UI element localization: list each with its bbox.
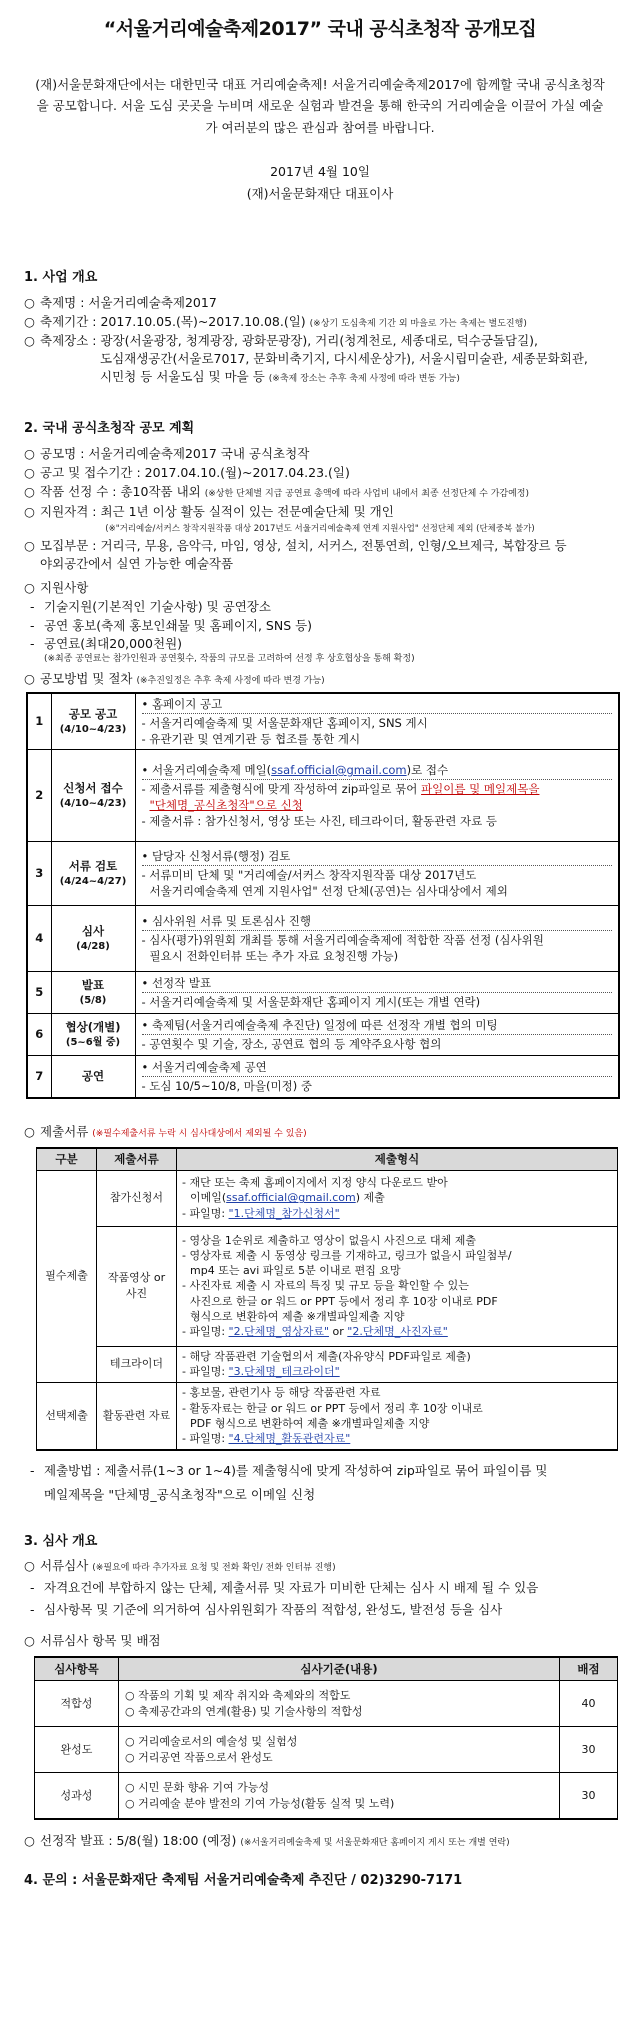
score-header-row: 심사항목 심사기준(내용) 배점 bbox=[35, 1657, 618, 1681]
contact-email-link[interactable]: ssaf.official@gmail.com bbox=[271, 763, 407, 778]
page-title: “서울거리예술축제2017” 국내 공식초청작 공개모집 bbox=[103, 18, 537, 40]
document-row: 테크라이더 - 해당 작품관련 기술협의서 제출(자유양식 PDF파일로 제출) - 파일명: "3.단체명_테크라이더" bbox=[37, 1346, 618, 1382]
process-row: 7 공연 • 서울거리예술축제 공연 - 도심 10/5~10/8, 마을(미정) 중 bbox=[27, 1056, 619, 1098]
bullet-item: ○ 선정작 발표 : 5/8(월) 18:00 (예정) (※서울거리예술축제 및 서울문화재단 홈페이지 게시 또는 개별 연락) bbox=[24, 1832, 510, 1848]
bullet-item: ○ 공모방법 및 절차 (※추진일정은 추후 축제 사정에 따라 변경 가능) bbox=[24, 670, 325, 686]
section-title: 1. 사업 개요 bbox=[24, 269, 98, 285]
documents-header-row: 구분 제출서류 제출형식 bbox=[37, 1148, 618, 1170]
section-title: 2. 국내 공식초청작 공모 계획 bbox=[24, 421, 195, 437]
bullet-item: ○ 축제명 : 서울거리예술축제2017 bbox=[24, 294, 217, 310]
bullet-item: ○ 공모명 : 서울거리예술축제2017 국내 공식초청작 bbox=[24, 446, 310, 462]
process-row: 4 심사 (4/28) • 심사위원 서류 및 토론심사 진행 - 심사(평가)위원회 개최를 통해 서울거리예술축제에 적합한 작품 선정 (심사위원 필요시 전화인터뷰 또는 추가 자료 요청진행 가능) bbox=[27, 906, 619, 972]
section-title: 3. 심사 개요 bbox=[24, 1533, 98, 1549]
contact-line: 4. 문의 : 서울문화재단 축제팀 서울거리예술축제 추진단 / 02)3290-7171 bbox=[24, 1872, 463, 1888]
application-email-link[interactable]: ssaf.official@gmail.com bbox=[226, 1191, 356, 1205]
bullet-item: ○ 서류심사 항목 및 배점 bbox=[24, 1632, 161, 1648]
process-table bbox=[26, 692, 620, 1099]
support-list: - 기술지원(기본적인 기술사항) 및 공연장소 - 공연 홍보(축제 홍보인쇄물 및 홈페이지, SNS 등) - 공연료(최대20,000천원) (※최종 공연료는 참가인원과 공연횟수, 작품의 규모를 고려하여 선정 후 상호협상을 통해 확정) bbox=[30, 599, 415, 664]
score-row: 완성도 ○ 거리예술로서의 예술성 및 실험성 ○ 거리공연 작품으로서 완성도 30 bbox=[35, 1727, 618, 1773]
bullet-item: ○ 축제기간 : 2017.10.05.(목)~2017.10.08.(일) (※상기 도심축제 기간 외 마을로 가는 축제는 별도진행) bbox=[24, 313, 527, 329]
bullet-item: ○ 축제장소 : 광장(서울광장, 청계광장, 광화문광장), 거리(청계천로, 세종대로, 덕수궁돌담길), 도심재생공간(서울로7017, 문화비축기지, 다시세운상가), 서울시립미술관, 세종문화회관, 시민청 등 서울도심 및 마을 등 (※축제 장소는 추후 축제 사정에 따라 변동 가능) bbox=[24, 333, 588, 385]
section-overview bbox=[24, 269, 616, 386]
document-row: 선택제출 활동관련 자료 - 홍보물, 관련기사 등 해당 작품관련 자료 - 활동자료는 한글 or 워드 or PPT 등에서 정리 후 10장 이내로 PDF 형식으로 변환하여 제출 ※개별파일제출 지양 - 파일명: "4.단체명_활동관련자료" bbox=[37, 1382, 618, 1450]
intro-paragraph: (재)서울문화재단에서는 대한민국 대표 거리예술축제! 서울거리예술축제2017에 함께할 국내 공식초청작을 공모합니다. 서울 도심 곳곳을 누비며 새로운 실험과 발견을 통해 한국의 거리예술을 이끌어 가실 예술가 여러분의 많은 관심과 참여를 바랍니다. bbox=[35, 76, 605, 136]
score-row: 적합성 ○ 작품의 기획 및 제작 취지와 축제와의 적합도 ○ 축제공간과의 연계(활용) 및 기술사항의 적합성 40 bbox=[35, 1681, 618, 1727]
process-row: 2 신청서 접수 (4/10~4/23) • 서울거리예술축제 메일(ssaf.official@gmail.com)로 접수 - 제출서류를 제출형식에 맞게 작성하여 zip파일로 묶어 파일이름 및 메일제목을 "단체명_공식초청작"으로 신청 - 제출서류 : 참가신청서, 영상 또는 사진, 테크라이더, 활동관련 자료 등 bbox=[27, 750, 619, 842]
bullet-item: ○ 공고 및 접수기간 : 2017.04.10.(월)~2017.04.23.(일) bbox=[24, 465, 350, 481]
documents-table bbox=[36, 1147, 618, 1451]
score-table bbox=[34, 1656, 618, 1820]
bullet-item: ○ 작품 선정 수 : 총10작품 내외 (※상한 단체별 지급 공연료 총액에 따라 사업비 내에서 최종 선정단체 수 가감예정) bbox=[24, 484, 529, 500]
process-row: 5 발표 (5/8) • 선정작 발표 - 서울거리예술축제 및 서울문화재단 홈페이지 게시(또는 개별 연락) bbox=[27, 972, 619, 1014]
process-row: 3 서류 검토 (4/24~4/27) • 담당자 신청서류(행정) 검토 - 서류미비 단체 및 "거리예술/서커스 창작지원작품 대상 2017년도 서울거리예술축제 연계 지원사업" 선정 단체(공연)는 심사대상에서 제외 bbox=[27, 842, 619, 906]
process-row: 6 협상(개별) (5~6월 중) • 축제팀(서울거리예술축제 추진단) 일정에 따른 선정작 개별 협의 미팅 - 공연횟수 및 기술, 장소, 공연료 협의 등 계약주요사항 협의 bbox=[27, 1014, 619, 1056]
document-row: 필수제출 참가신청서 - 재단 또는 축제 홈페이지에서 지정 양식 다운로드 받아 이메일(ssaf.official@gmail.com) 제출 - 파일명: "1.단체명_참가신청서" bbox=[37, 1170, 618, 1226]
section-review bbox=[24, 1533, 616, 1850]
document-row: 작품영상 or 사진 - 영상을 1순위로 제출하고 영상이 없을시 사진으로 대체 제출 - 영상자료 제출 시 동영상 링크를 기재하고, 링크가 없을시 파일첨부/ mp4 또는 avi 파일로 5분 이내로 편집 요망 - 사진자료 제출 시 자료의 특징 및 규모 등을 확인할 수 있는 사진으로 한글 or 워드 or PPT 등에서 정리 후 10장 이내로 PDF 형식으로 변환하여 제출 ※개별파일제출 지양 - 파일명: "2.단체명_영상자료" or "2.단체명_사진자료" bbox=[37, 1226, 618, 1346]
bullet-item: ○ 모집부문 : 거리극, 무용, 음악극, 마임, 영상, 설치, 서커스, 전통연희, 인형/오브제극, 복합장르 등 야외공간에서 실연 가능한 예술작품 bbox=[24, 538, 567, 572]
process-row: 1 공모 공고 (4/10~4/23) • 홈페이지 공고 - 서울거리예술축제 및 서울문화재단 홈페이지, SNS 게시 - 유관기관 및 연계기관 등 협조를 통한 게시 bbox=[27, 693, 619, 750]
notice-issuer: (재)서울문화재단 대표이사 bbox=[246, 186, 394, 202]
section-contact bbox=[24, 1872, 616, 1891]
score-row: 성과성 ○ 시민 문화 향유 기여 가능성 ○ 거리예술 분야 발전의 기여 가능성(활동 실적 및 노력) 30 bbox=[35, 1773, 618, 1819]
bullet-item: ○ 지원자격 : 최근 1년 이상 활동 실적이 있는 전문예술단체 및 개인 bbox=[24, 503, 394, 519]
bullet-item: ○ 지원사항 bbox=[24, 580, 89, 596]
notice-date: 2017년 4월 10일 bbox=[270, 164, 370, 180]
section-call-plan bbox=[24, 420, 616, 1506]
qualification-note: (※"거리예술/서커스 창작지원작품 대상 2017년도 서울거리예술축제 연계 지원사업" 선정단체 제외 (단체중복 불가) bbox=[105, 523, 535, 534]
review-list: - 자격요건에 부합하지 않는 단체, 제출서류 및 자료가 미비한 단체는 심사 시 배제 될 수 있음 - 심사항목 및 기준에 의거하여 심사위원회가 작품의 적합성, 완성도, 발전성 등을 심사 bbox=[30, 1579, 539, 1618]
bullet-item: ○ 제출서류 (※필수제출서류 누락 시 심사대상에서 제외될 수 있음) bbox=[24, 1123, 307, 1139]
submit-method: - 제출방법 : 제출서류(1~3 or 1~4)를 제출형식에 맞게 작성하여 zip파일로 묶어 파일이름 및 메일제목을 "단체명_공식초청작"으로 이메일 신청 bbox=[30, 1463, 548, 1502]
notice-date-block bbox=[24, 161, 616, 205]
bullet-item: ○ 서류심사 (※필요에 따라 추가자료 요청 및 전화 확인/ 전화 인터뷰 진행) bbox=[24, 1558, 336, 1574]
